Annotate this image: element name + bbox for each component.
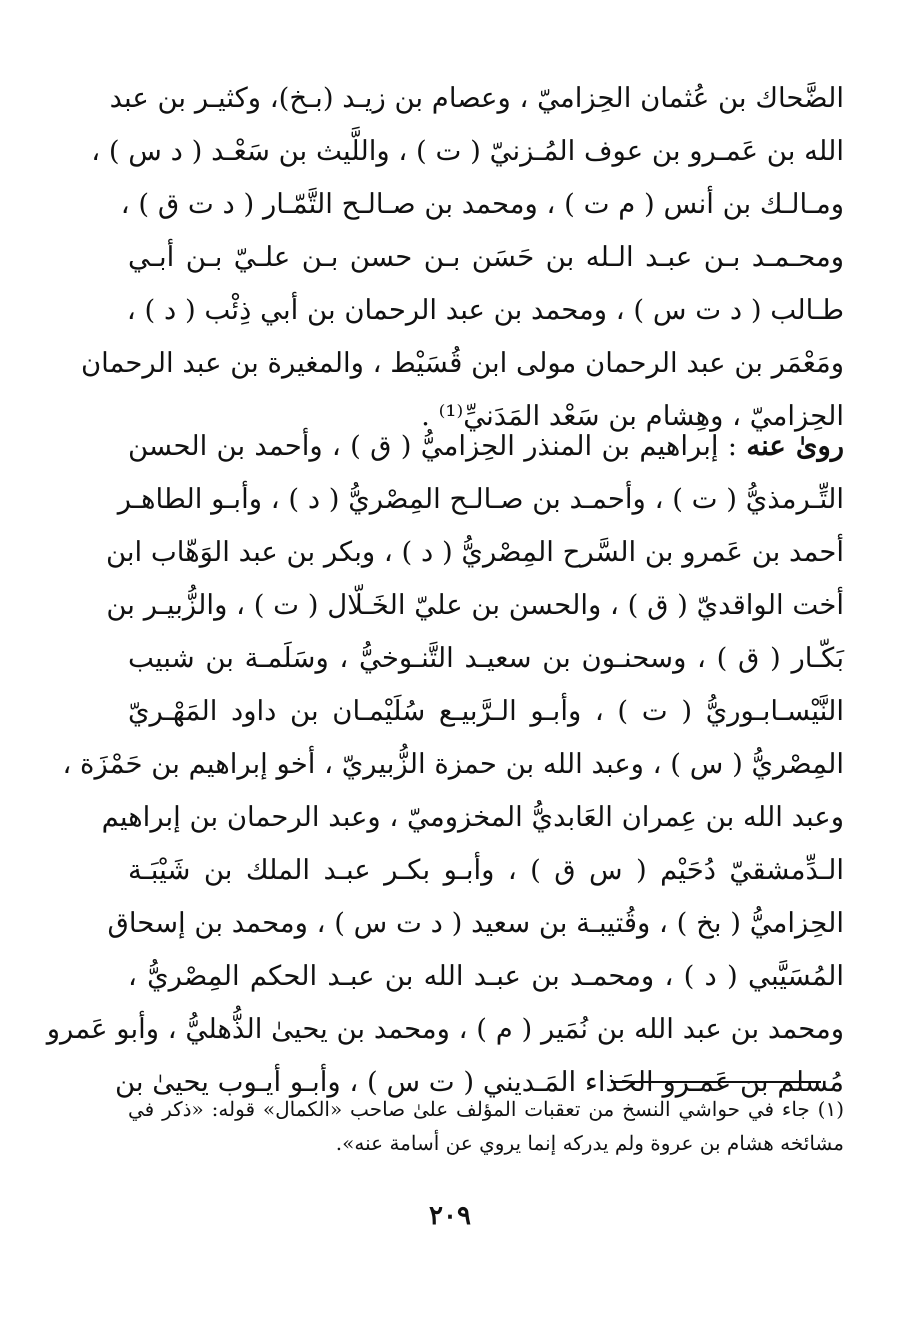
text-line: ومـالـك بن أنس ( م ت ) ، ومحمد بن صـالـح التَّمّـار ( د ت ق ) ، xyxy=(120,188,844,220)
text-line: بَكّـار ( ق ) ، وسحنـون بن سعيـد التَّنـوخيُّ ، وسَلَمـة بن شبيب xyxy=(128,642,844,674)
paragraph-narrated-by xyxy=(46,420,845,1109)
text-line: المِصْريُّ ( س ) ، وعبد الله بن حمزة الزُّبيريّ ، أخو إبراهيم بن حَمْزَة ، xyxy=(62,748,844,780)
section-label: روىٰ عنه xyxy=(746,430,845,462)
text-line: الحِزاميُّ ( بخ ) ، وقُتيبـة بن سعيد ( د ت س ) ، ومحمد بن إسحاق xyxy=(107,907,844,939)
footnote xyxy=(128,1092,844,1160)
text-line: أحمد بن عَمرو بن السَّرح المِصْريُّ ( د ) ، وبكر بن عبد الوَهّاب ابن xyxy=(105,536,844,568)
text-line: ومَعْمَر بن عبد الرحمان مولى ابن قُسَيْط ، والمغيرة بن عبد الرحمان xyxy=(80,347,844,379)
text-line: الله بن عَمـرو بن عوف المُـزنيّ ( ت ) ، واللَّيث بن سَعْـد ( د س ) ، xyxy=(91,135,844,167)
text-line: مُسلم بن عَمـرو الحَذاء المَـديني ( ت س ) ، وأبـو أيـوب يحيىٰ بن xyxy=(114,1066,844,1098)
text-line: طـالب ( د ت س ) ، ومحمد بن عبد الرحمان بن أبي ذِئْب ( د ) ، xyxy=(126,294,844,326)
text-line: أخت الواقديّ ( ق ) ، والحسن بن عليّ الخَـلّال ( ت ) ، والزُّبيـر بن xyxy=(106,589,844,621)
text-line: المُسَيَّبي ( د ) ، ومحمـد بن عبـد الله بن عبـد الحكم المِصْريُّ ، xyxy=(128,960,844,992)
paragraph-narrators-from xyxy=(80,72,844,443)
text-line: ومحمد بن عبد الله بن نُمَير ( م ) ، ومحمد بن يحيىٰ الذُّهليُّ ، وأبو عَمرو xyxy=(46,1013,844,1045)
text-line: الحِزاميّ ، وهِشام بن سَعْد المَدَنيِّ⁽¹⁾ . xyxy=(421,400,844,432)
footnote-line: (١) جاء في حواشي النسخ من تعقبات المؤلف علىٰ صاحب «الكمال» قوله: «ذكر في xyxy=(128,1097,844,1121)
text-line: الـدِّمشقيّ دُحَيْم ( س ق ) ، وأبـو بكـر عبـد الملك بن شَيْبَـة xyxy=(128,854,844,886)
footnote-line: مشائخه هشام بن عروة ولم يدركه إنما يروي عن أسامة عنه». xyxy=(335,1131,844,1155)
text-line: وعبد الله بن عِمران العَابديُّ المخزوميّ ، وعبد الرحمان بن إبراهيم xyxy=(101,801,844,833)
footnote-divider xyxy=(611,1081,821,1083)
page-number: ٢٠٩ xyxy=(429,1201,471,1231)
text-line-rest: : إبراهيم بن المنذر الحِزاميُّ ( ق ) ، وأحمد بن الحسن xyxy=(128,430,747,462)
text-line: الضَّحاك بن عُثمان الحِزاميّ ، وعصام بن زيـد (بـخ)، وكثيـر بن عبد xyxy=(109,82,844,114)
text-line-first xyxy=(128,420,844,473)
text-line: التِّـرمذيُّ ( ت ) ، وأحمـد بن صـالـح المِصْريُّ ( د ) ، وأبـو الطاهـر xyxy=(117,483,844,515)
text-line: النَّيْسـابـوريُّ ( ت ) ، وأبـو الـرَّبيـع سُلَيْمـان بن داود المَهْـريّ xyxy=(128,695,844,727)
text-line: ومحـمـد بـن عبـد الـله بن حَسَن بـن حسن بـن علـيّ بـن أبـي xyxy=(128,241,844,273)
